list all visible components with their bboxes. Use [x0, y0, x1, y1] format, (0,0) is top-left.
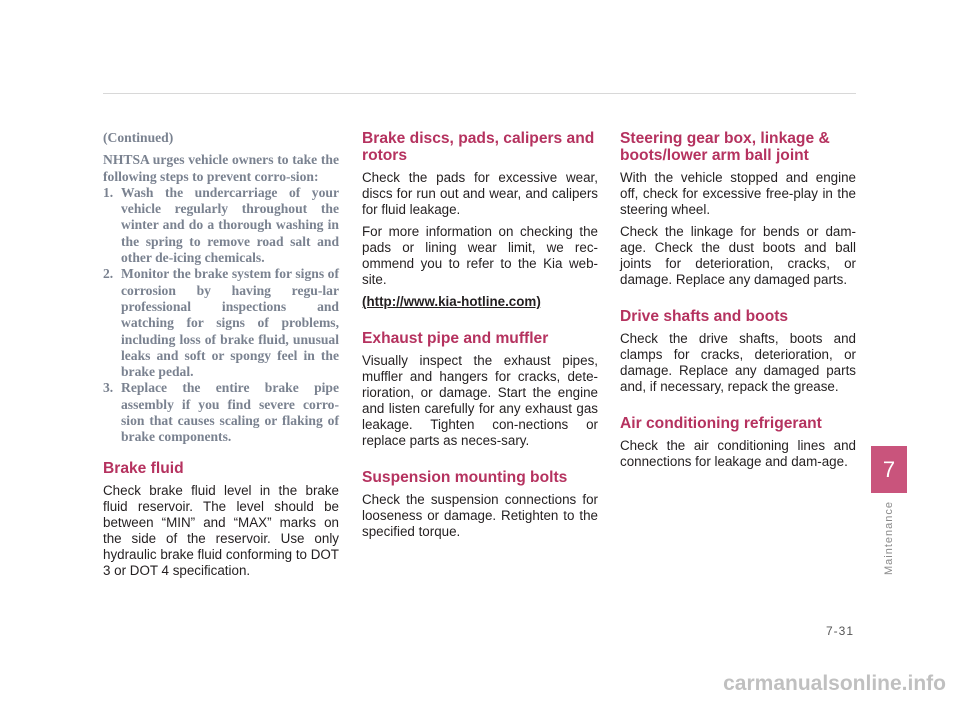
page-number: 7-31: [826, 624, 855, 638]
step-number: 1.: [103, 184, 114, 200]
exhaust-heading: Exhaust pipe and muffler: [362, 330, 549, 347]
step-text: Replace the entire brake pipe assembly if you find severe corro-sion that causes scaling or flaking of brake components.: [121, 380, 339, 445]
brake-discs-body-1: Check the pads for excessive wear, discs for run out and wear, and calipers for fluid leakage.: [362, 170, 598, 217]
suspension-body: Check the suspension connections for looseness or damage. Retighten to the specified torque.: [362, 492, 598, 539]
drive-shafts-heading: Drive shafts and boots: [620, 308, 789, 325]
steering-body-1: With the vehicle stopped and engine off, check for excessive free-play in the steering wheel.: [620, 170, 856, 217]
brake-fluid-heading: Brake fluid: [103, 459, 184, 477]
watermark: carmanualsonline.info: [723, 672, 946, 695]
chapter-tab: 7: [871, 446, 907, 493]
list-item: [103, 185, 339, 266]
corrosion-steps: [103, 185, 339, 446]
step-number: 2.: [103, 266, 114, 282]
steering-body-2: Check the linkage for bends or dam-age. Check the dust boots and ball joints for deterioration, cracks, or damage. Replace any damaged parts.: [620, 224, 856, 287]
continued-label: (Continued): [103, 130, 174, 145]
air-conditioning-heading: Air conditioning refrigerant: [620, 415, 822, 432]
step-text: Wash the undercarriage of your vehicle regularly throughout the winter and do a thorough washing in the spring to remove road salt and other de-icing chemicals.: [121, 184, 339, 266]
brake-discs-heading: Brake discs, pads, calipers and rotors: [362, 130, 595, 164]
exhaust-body: Visually inspect the exhaust pipes, muffler and hangers for cracks, dete-rioration, or damage. Start the engine and listen carefully for any exhaust gas leakage. Tighten con-nections or replace parts as neces-sary.: [362, 353, 598, 448]
column-middle: [362, 130, 598, 546]
chapter-label: Maintenance: [883, 501, 895, 575]
brake-discs-body-2: For more information on checking the pads or lining wear limit, we rec-ommend you to refer to the Kia web-site.: [362, 224, 598, 287]
header-rule: [103, 93, 856, 94]
column-left: [103, 130, 339, 585]
brake-fluid-body: Check brake fluid level in the brake fluid reservoir. The level should be between “MIN” and “MAX” marks on the side of the reservoir. Use only hydraulic brake fluid conforming to DOT 3 or DOT 4 specification.: [103, 482, 339, 578]
drive-shafts-body: Check the drive shafts, boots and clamps for cracks, deterioration, or damage. Replace any damaged parts and, if necessary, repack the grease.: [620, 331, 856, 394]
list-item: [103, 266, 339, 380]
corrosion-note: [103, 130, 339, 446]
kia-hotline-link[interactable]: (http://www.kia-hotline.com): [362, 294, 541, 309]
nhtsa-intro: NHTSA urges vehicle owners to take the following steps to prevent corro-sion:: [103, 152, 339, 184]
suspension-heading: Suspension mounting bolts: [362, 469, 568, 486]
step-number: 3.: [103, 380, 114, 396]
step-text: Monitor the brake system for signs of corrosion by having regu-lar professional inspections and watching for signs of problems, including loss of brake fluid, unusual leaks and soft or spongy feel in the brake pedal.: [121, 266, 339, 380]
list-item: [103, 380, 339, 445]
steering-heading: Steering gear box, linkage & boots/lower arm ball joint: [620, 130, 830, 164]
air-conditioning-body: Check the air conditioning lines and connections for leakage and dam-age.: [620, 438, 856, 469]
column-right: [620, 130, 856, 476]
